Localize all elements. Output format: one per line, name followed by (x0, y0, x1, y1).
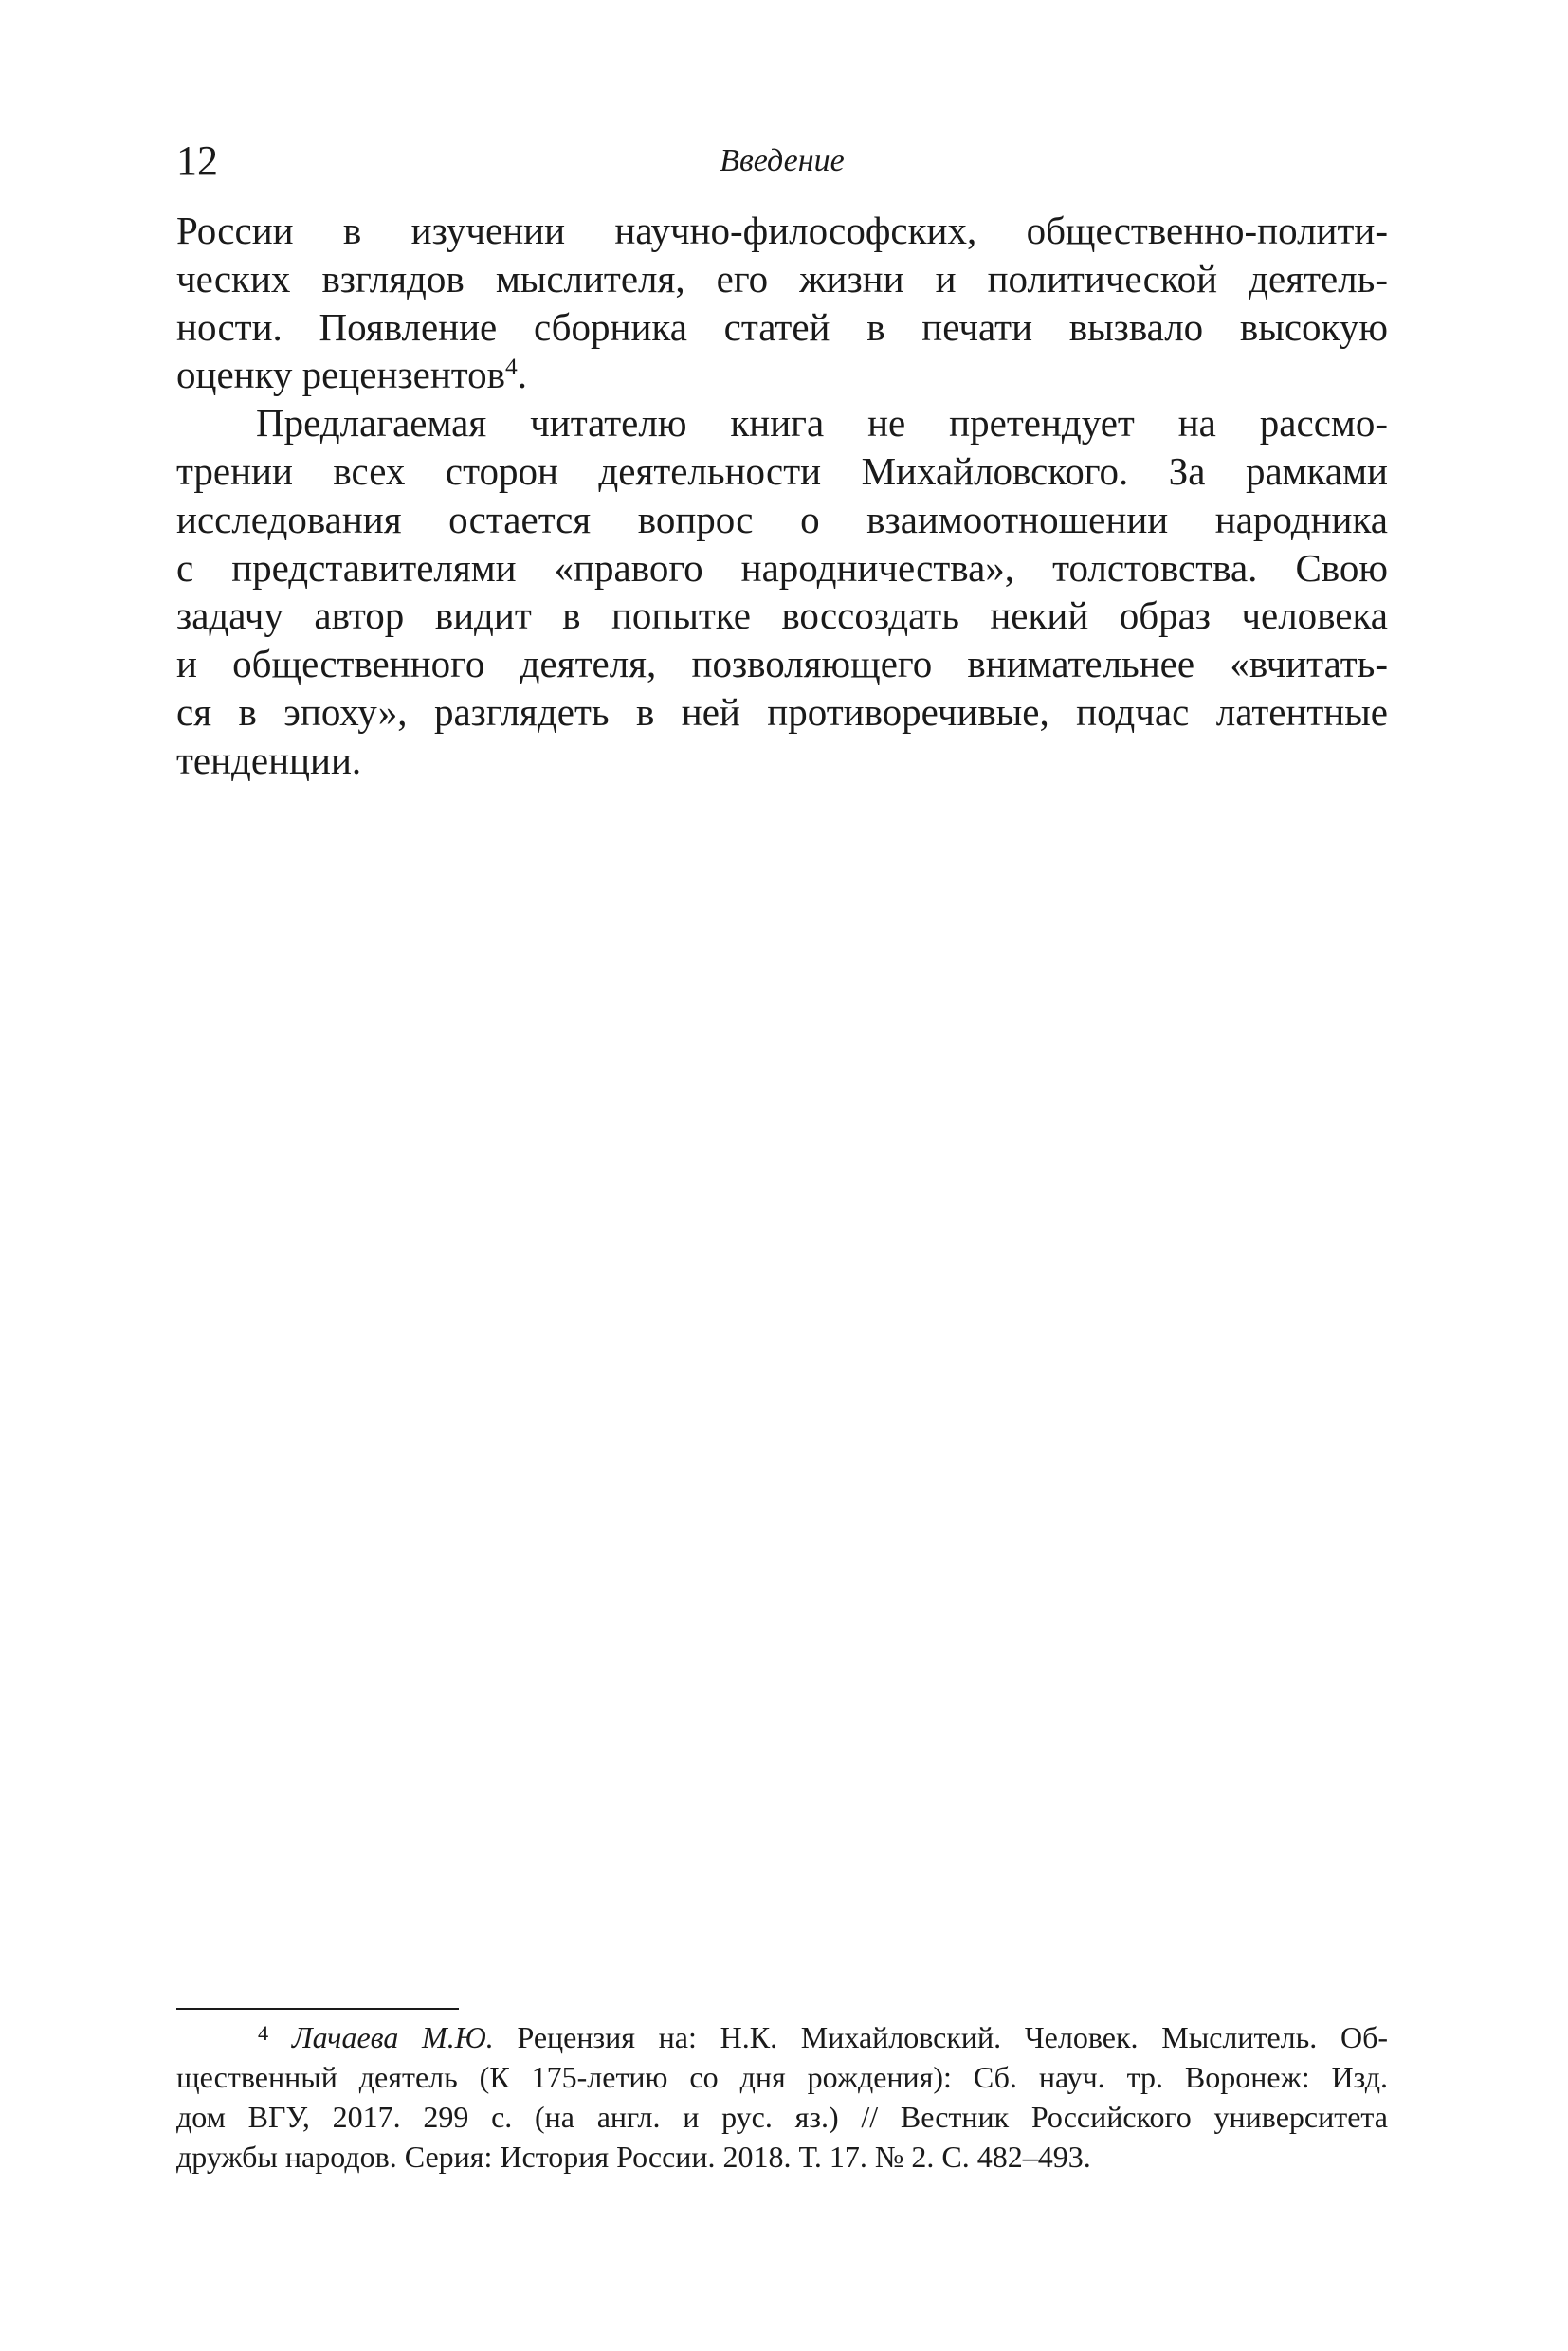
footnote-divider (176, 2008, 459, 2010)
body-line-end: . (517, 353, 527, 397)
footnote-author: Лачаева М.Ю. (291, 2020, 494, 2054)
footnote-line: дружбы народов. Серия: История России. 2018. Т. 17. № 2. С. 482–493. (176, 2140, 1091, 2174)
footnote-line: щественный деятель (К 175-летию со дня рождения): Сб. науч. тр. Воронеж: Изд. (176, 2060, 1388, 2094)
footnote-line (176, 2017, 1388, 2057)
body-line: исследования остается вопрос о взаимоотношении народника (176, 497, 1388, 541)
section-title: Введение (720, 143, 845, 178)
body-line: задачу автор видит в попытке воссоздать некий образ человека (176, 593, 1388, 638)
footnote-text: Рецензия на: Н.К. Михайловский. Человек. Мыслитель. Об- (493, 2020, 1388, 2054)
body-line: ческих взглядов мыслителя, его жизни и политической деятель- (176, 256, 1388, 301)
body-line: и общественного деятеля, позволяющего внимательнее «вчитать- (176, 642, 1388, 686)
footnotes (176, 2017, 1388, 2177)
body-text (176, 207, 1388, 785)
body-line: тенденции. (176, 738, 362, 782)
footnote-marker: 4 (258, 2021, 269, 2046)
body-line: трении всех сторон деятельности Михайловского. За рамками (176, 448, 1388, 493)
body-line-text: оценку рецензентов (176, 353, 506, 397)
body-line: ности. Появление сборника статей в печати вызвало высокую (176, 304, 1388, 349)
body-line (176, 351, 1388, 399)
page-number: 12 (176, 137, 218, 184)
running-head (176, 133, 1388, 190)
body-line: Предлагаемая читателю книга не претендует на рассмо- (256, 401, 1388, 446)
body-line: с представителями «правого народничества», толстовства. Свою (176, 545, 1388, 590)
footnote-reference[interactable]: 4 (505, 354, 518, 381)
body-line: России в изучении научно-философских, общественно-полити- (176, 209, 1388, 252)
footnote-line: дом ВГУ, 2017. 299 с. (на англ. и рус. яз.) // Вестник Российского университета (176, 2100, 1388, 2134)
body-line: ся в эпоху», разглядеть в ней противоречивые, подчас латентные (176, 689, 1388, 734)
